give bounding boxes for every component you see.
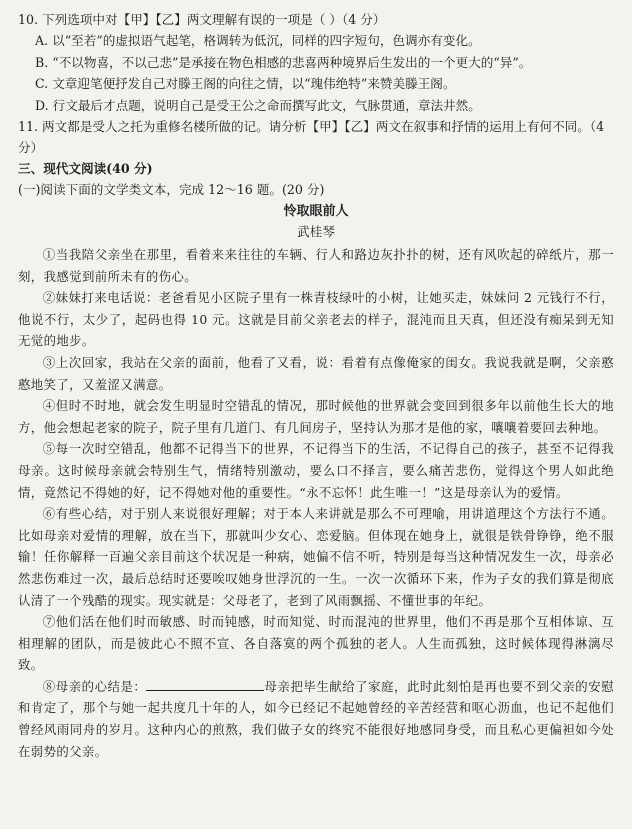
article-paragraph-7: ⑦他们活在他们时而敏感、时而钝感，时而知觉、时而混沌的世界里，他们不再是那个互相体谅、互相理解的团队，而是彼此心不照不宣、各自落寞的两个孤独的老人。人生而孤独，这时候体现得淋漓尽致。 xyxy=(18,614,614,673)
question-10-option-c: C. 文章迎笔便抒发自己对滕王阁的向往之情，以“瑰伟绝特”来赞美滕王阁。 xyxy=(35,76,456,91)
question-10-stem: 10. 下列选项中对【甲】【乙】两文理解有误的一项是（ ）（4 分） xyxy=(18,12,386,27)
article-paragraph-3: ③上次回家，我站在父亲的面前，他看了又看，说：看着有点像俺家的闺女。我说我就是啊，父亲憨憨地笑了，又羞涩又满意。 xyxy=(18,354,614,392)
article-paragraph-1: ①当我陪父亲坐在那里，看着来来往往的车辆、行人和路边灰扑扑的树，还有风吹起的碎纸片，那一刻，我感觉到前所未有的伤心。 xyxy=(18,247,614,284)
paragraph-8-prefix: ⑧母亲的心结是： xyxy=(42,678,147,694)
section-3-instructions: (一)阅读下面的文学类文本，完成 12～16 题。(20 分) xyxy=(18,182,325,197)
article-paragraph-8 xyxy=(18,676,614,762)
question-10-option-b: B. “不以物喜，不以己悲”是承接在物色相感的悲喜两种境界后生发出的一个更大的“异”。 xyxy=(35,54,532,70)
article-paragraph-6: ⑥有些心结，对于别人来说很好理解；对于本人来讲就是那么不可理喻，用讲道理这个方法行不通。比如母亲对爱情的理解，放在当下，那就叫少女心、恋爱脑。但体现在她身上，就很是铁骨铮铮，绝不服输！任你解释一百遍父亲目前这个状况是一种病，她偏不信不听，特别是每当这种情况发生一次，母亲必然悲伤难过一次，最后总结时还要唉叹她身世浮沉的一生。一次一次循环下来，作为子女的我们算是彻底认清了一个残酷的现实。现实就是：父母老了，老到了风雨飘摇、不懂世事的年纪。 xyxy=(18,506,614,608)
question-10-option-d: D. 行文最后才点题，说明自己是受王公之命而撰写此文，气脉贯通，章法井然。 xyxy=(35,97,481,113)
paragraph-8-suffix: 母亲把毕生献给了家庭，此时此刻怕是再也要不到父亲的安慰和肯定了，那个与她一起共度几十年的人，如今已经记不起她曾经的辛苦经营和呕心沥血，也记不起他们曾经风雨同舟的岁月。这种内心的煎熬，我们做子女的终究不能很好地感同身受，而且私心更偏袒如今处在弱势的父亲。 xyxy=(18,678,614,759)
article-paragraph-2: ②妹妹打来电话说：老爸看见小区院子里有一株青枝绿叶的小树，让她买走，妹妹问 2 元钱行不行，他说不行，太少了，起码也得 10 元。这就是目前父亲老去的样子，混沌而且天真，但还没有痴呆到无知无觉的地步。 xyxy=(18,290,614,349)
article-title: 怜取眼前人 xyxy=(283,204,349,219)
article-author: 武桂琴 xyxy=(297,224,335,239)
article-paragraph-4: ④但时不时地，就会发生明显时空错乱的情况，那时候他的世界就会变回到很多年以前他生长大的地方，他会想起老家的院子，院子里有几道门、有几间房子，坚持认为那才是他的家，嚷嚷着要回去种地。 xyxy=(18,398,614,435)
question-10-option-a: A. 以“至若”的虚拟语气起笔，格调转为低沉，同样的四字短句，色调亦有变化。 xyxy=(35,33,481,48)
fill-in-blank xyxy=(146,678,264,691)
question-11: 11. 两文都是受人之托为重修名楼所做的记。请分析【甲】【乙】两文在叙事和抒情的运用上有何不同。（4 分） xyxy=(18,119,605,155)
section-3-heading: 三、现代文阅读(40 分) xyxy=(18,161,153,176)
article-paragraph-5: ⑤每一次时空错乱，他都不记得当下的世界，不记得当下的生活，不记得自己的孩子，甚至不记得我母亲。这时候母亲就会特别生气，情绪特别激动，要么口不择言，要么痛苦悲伤，觉得这个男人如此绝情，竟然记不得她的好，记不得她对他的重要性。“永不忘怀！此生唯一！”这是母亲认为的爱情。 xyxy=(18,441,614,500)
